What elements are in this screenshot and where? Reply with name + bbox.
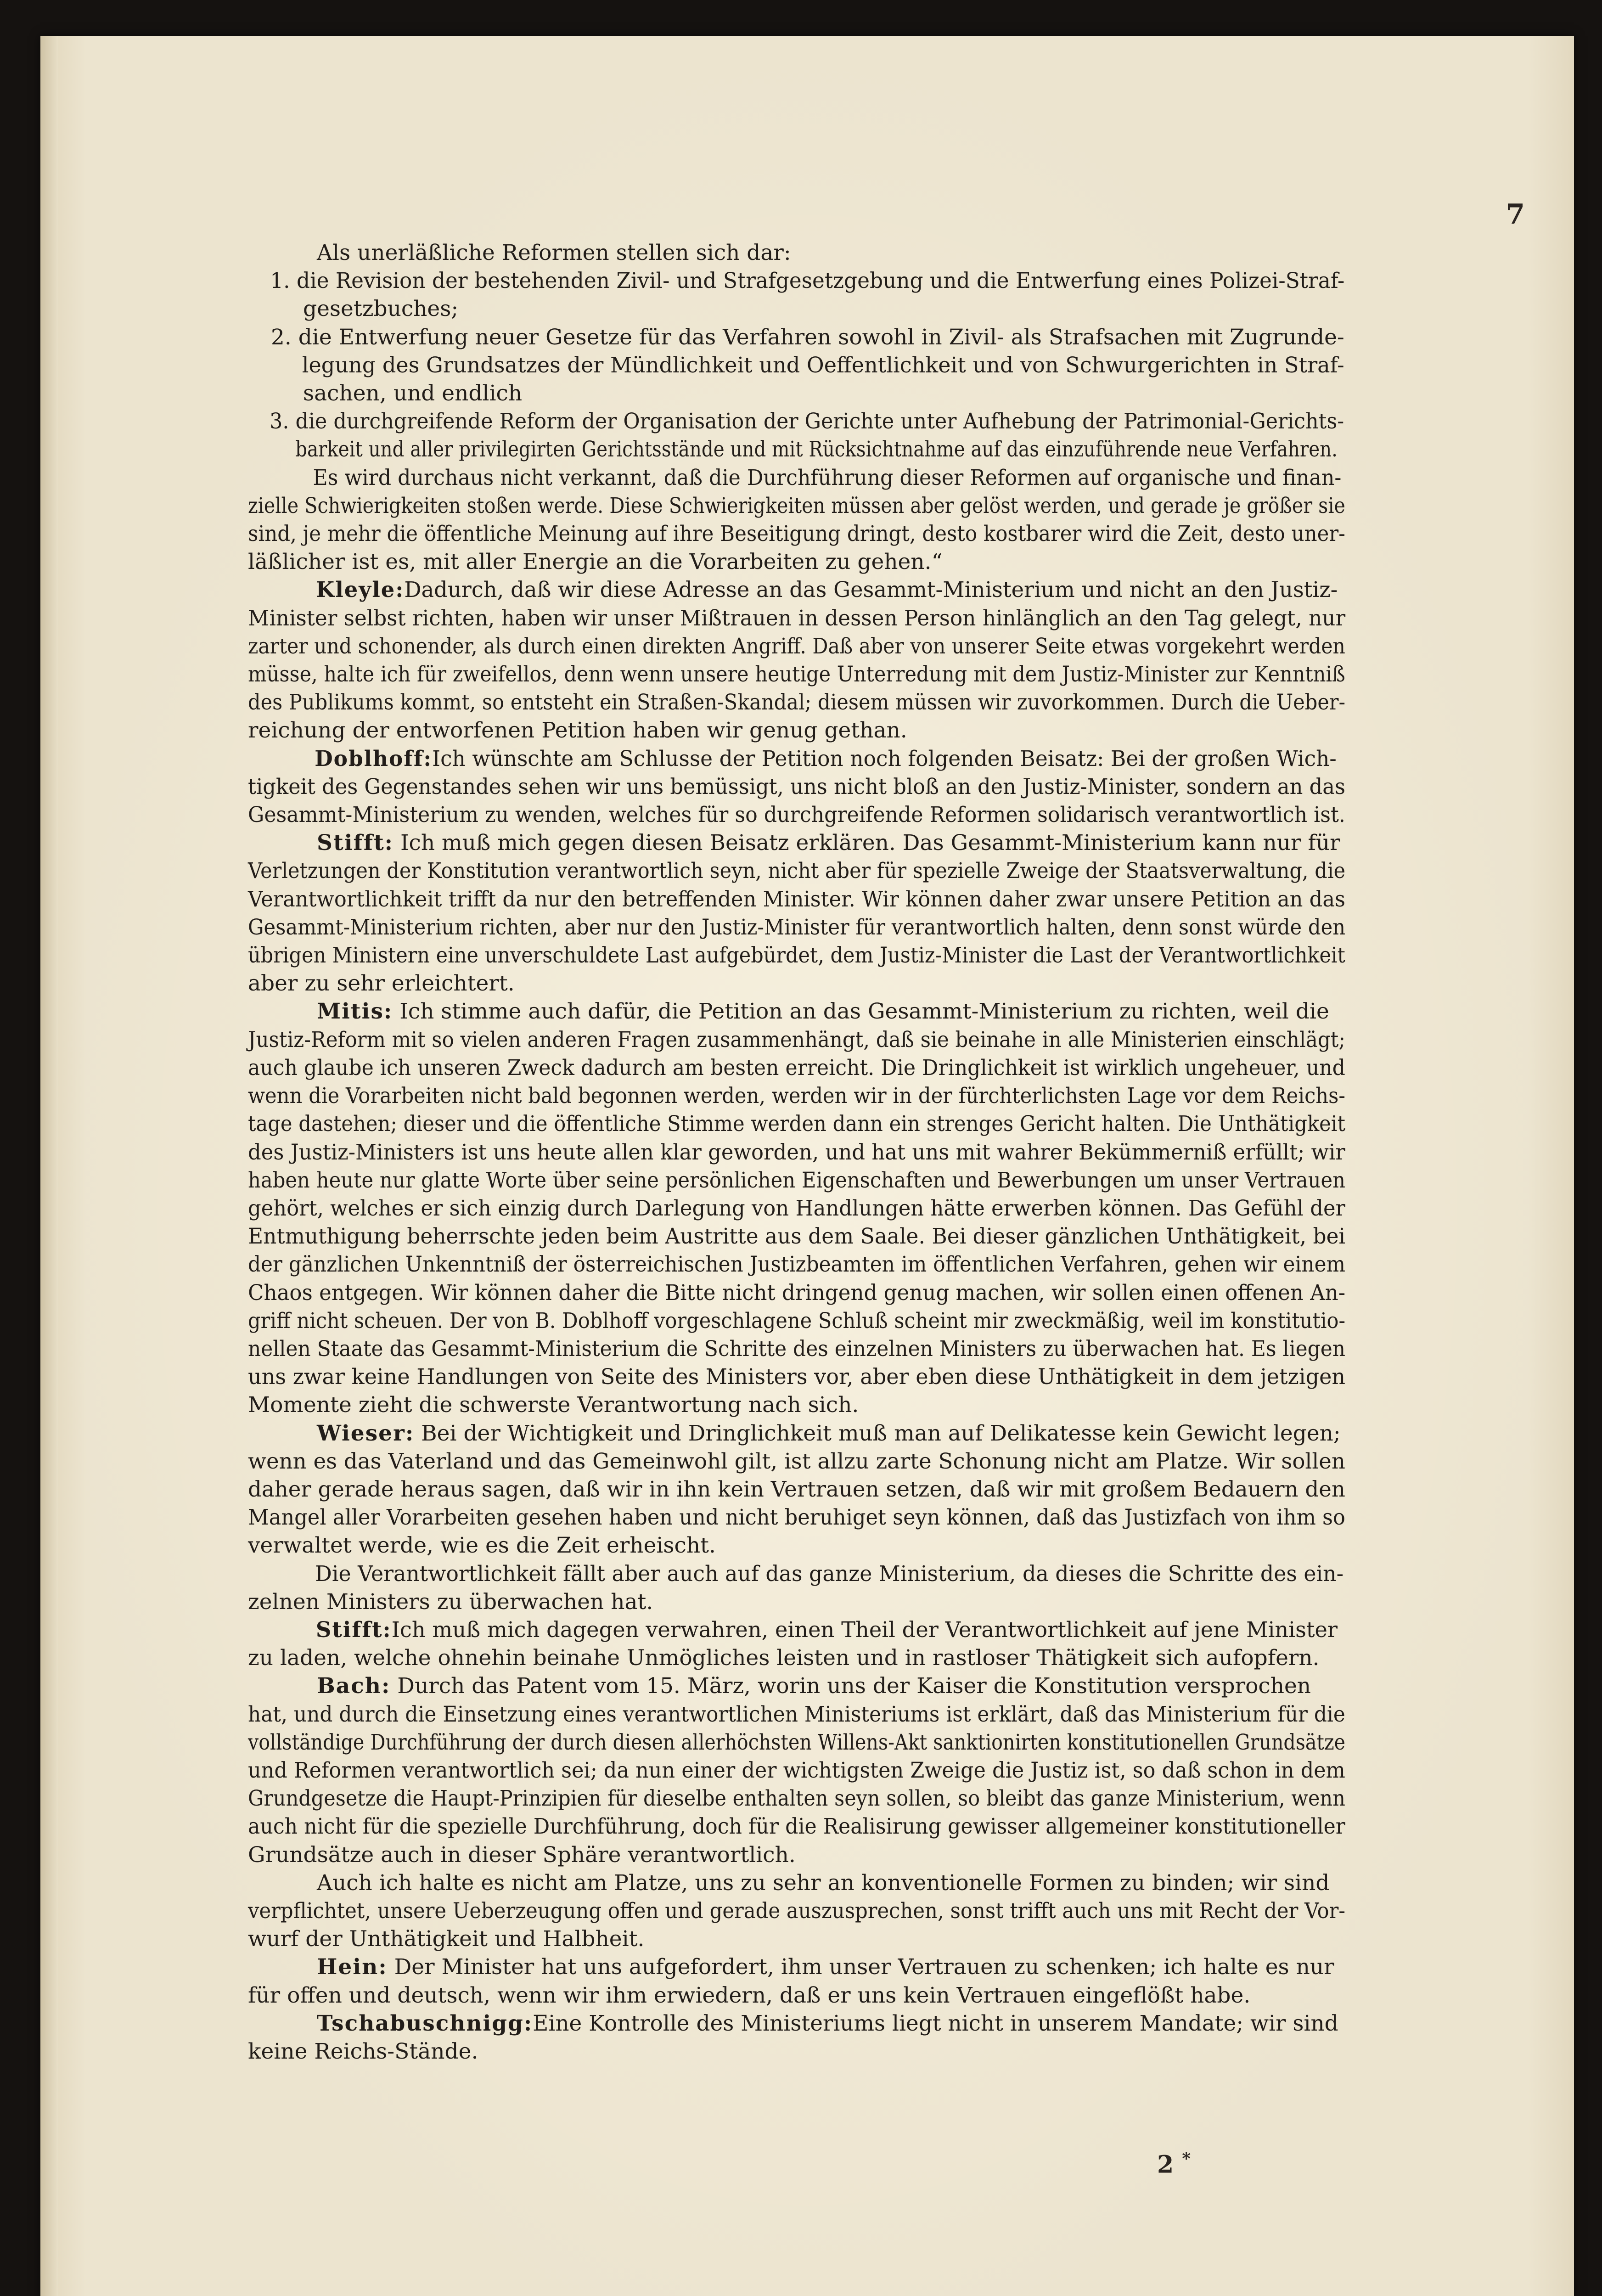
speaker-name: Tschabuschnigg: <box>316 2010 533 2036</box>
text-line <box>248 492 1345 520</box>
page-number: 7 <box>1506 198 1525 231</box>
line-text: Es wird durchaus nicht verkannt, daß die Durchführung dieser Reformen auf organische und finan- <box>313 465 1342 490</box>
line-text: 3. die durchgreifende Reform der Organisation der Gerichte unter Aufhebung der Patrimonial-Gerichts- <box>270 409 1344 434</box>
line-text: 2. die Entwerfung neuer Gesetze für das Verfahren sowohl in Zivil- als Strafsachen mit Zugrunde- <box>271 324 1344 350</box>
line-text: läßlicher ist es, mit aller Energie an die Vorarbeiten zu gehen.“ <box>248 549 943 575</box>
text-line <box>248 1082 1345 1110</box>
text-line <box>248 1897 1345 1925</box>
line-text: Gesammt-Ministerium zu wenden, welches für so durchgreifende Reformen solidarisch verantwortlich ist. <box>248 802 1345 828</box>
text-line <box>248 1869 1345 1897</box>
speaker-name: Stifft: <box>315 1617 392 1643</box>
speaker-name: Mitis: <box>317 999 393 1024</box>
text-line <box>248 716 1345 744</box>
text-line <box>248 2037 1345 2065</box>
line-text: zu laden, welche ohnehin beinahe Unmögliches leisten und in rastloser Thätigkeit sich aufopfern. <box>248 1645 1320 1671</box>
line-text: Minister selbst richten, haben wir unser Mißtrauen in dessen Person hinlänglich an den Tag gelegt, nur <box>248 605 1346 631</box>
line-text: aber zu sehr erleichtert. <box>248 971 515 996</box>
signature-star: * <box>1182 2149 1191 2168</box>
line-text: keine Reichs-Stände. <box>248 2039 478 2064</box>
line-text: gesetzbuches; <box>303 296 459 322</box>
text-line <box>248 1250 1346 1278</box>
text-line <box>248 1981 1345 2009</box>
text-line <box>248 1222 1346 1250</box>
text-line <box>248 1672 1345 1700</box>
line-text: des Justiz-Ministers ist uns heute allen klar geworden, und hat uns mit wahrer Bekümmerniß erfüllt; wir <box>248 1139 1345 1165</box>
line-text: der gänzlichen Unkenntniß der österreichischen Justizbeamten im öffentlichen Verfahren, gehen wir einem <box>248 1252 1346 1277</box>
text-line <box>248 1110 1346 1138</box>
line-text: Verletzungen der Konstitution verantwortlich seyn, nicht aber für spezielle Zweige der Staatsverwaltung, die <box>248 858 1346 884</box>
line-text: Als unerläßliche Reformen stellen sich dar: <box>317 240 791 265</box>
line-text: Der Minister hat uns aufgefordert, ihm unser Vertrauen zu schenken; ich halte es nur <box>387 1954 1334 1980</box>
line-text: wenn es das Vaterland und das Gemeinwohl gilt, ist allzu zarte Schonung nicht am Platze. Wir sollen <box>248 1448 1345 1474</box>
text-line <box>248 997 1345 1025</box>
text-line <box>248 1194 1345 1222</box>
signature-number: 2 <box>1157 2150 1174 2179</box>
text-line <box>248 941 1345 969</box>
text-line <box>248 1447 1345 1475</box>
text-line <box>248 857 1346 885</box>
speaker-name: Doblhoff: <box>315 746 433 771</box>
line-text: tage dastehen; dieser und die öffentliche Stimme werden dann ein strenges Gericht halten. Die Unthätigkeit <box>248 1111 1346 1137</box>
line-text: Ich muß mich gegen diesen Beisatz erklären. Das Gesammt-Ministerium kann nur für <box>393 830 1340 856</box>
text-line <box>248 1307 1346 1335</box>
speaker-name: Kleyle: <box>315 577 405 603</box>
line-text: tigkeit des Gegenstandes sehen wir uns bemüssigt, uns nicht bloß an den Justiz-Minister, sondern an das <box>248 774 1345 799</box>
line-text: Momente zieht die schwerste Verantwortung nach sich. <box>248 1392 859 1418</box>
text-line <box>248 1026 1345 1054</box>
text-line <box>248 464 1342 492</box>
text-line <box>248 745 1337 773</box>
text-line <box>248 1841 1345 1869</box>
text-line <box>248 773 1345 801</box>
text-line <box>248 1279 1346 1307</box>
line-text: zielle Schwierigkeiten stoßen werde. Diese Schwierigkeiten müssen aber gelöst werden, und gerade je größer sie <box>248 493 1345 518</box>
text-line <box>248 1138 1345 1166</box>
line-text: daher gerade heraus sagen, daß wir in ihn kein Vertrauen setzen, daß wir mit großem Bedauern den <box>248 1476 1345 1502</box>
line-text: Bei der Wichtigkeit und Dringlichkeit muß man auf Delikatesse kein Gewicht legen; <box>414 1420 1341 1446</box>
text-line <box>248 435 1338 463</box>
line-text: des Publikums kommt, so entsteht ein Straßen-Skandal; diesem müssen wir zuvorkommen. Durch die Ueber- <box>248 690 1346 715</box>
line-text: Gesammt-Ministerium richten, aber nur den Justiz-Minister für verantwortlich halten, denn sonst würde den <box>248 914 1346 940</box>
page-fold-shadow <box>40 36 58 2296</box>
text-line <box>248 323 1345 351</box>
signature-mark <box>1157 2149 1191 2178</box>
text-line <box>248 548 1345 576</box>
text-line <box>248 2009 1343 2037</box>
text-line <box>248 379 1345 407</box>
text-line <box>248 1812 1345 1840</box>
speaker-name: Stifft: <box>317 830 394 856</box>
text-line <box>248 1784 1345 1812</box>
text-line <box>248 632 1345 660</box>
line-text: legung des Grundsatzes der Mündlichkeit und Oeffentlichkeit und von Schwurgerichten in Straf- <box>302 352 1344 378</box>
line-text: Justiz-Reform mit so vielen anderen Fragen zusammenhängt, daß sie beinahe in alle Ministerien einschlägt; <box>248 1027 1345 1052</box>
speaker-name: Wieser: <box>317 1420 415 1446</box>
text-line <box>248 969 1345 997</box>
line-text: 1. die Revision der bestehenden Zivil- und Strafgesetzgebung und die Entwerfung eines Polizei-Straf- <box>270 268 1345 294</box>
line-text: griff nicht scheuen. Der von B. Doblhoff vorgeschlagene Schluß scheint mir zweckmäßig, weil im konstitutio- <box>248 1308 1346 1334</box>
text-line <box>248 801 1345 829</box>
line-text: übrigen Ministern eine unverschuldete Last aufgebürdet, dem Justiz-Minister die Last der Verantwortlichkeit <box>248 943 1345 968</box>
text-line <box>248 520 1345 548</box>
line-text: Ich wünschte am Schlusse der Petition noch folgenden Beisatz: Bei der großen Wich- <box>432 746 1337 771</box>
line-text: Die Verantwortlichkeit fällt aber auch auf das ganze Ministerium, da dieses die Schritte des ein- <box>315 1561 1344 1587</box>
line-text: verwaltet werde, wie es die Zeit erheischt. <box>248 1533 716 1559</box>
line-text: Chaos entgegen. Wir können daher die Bitte nicht dringend genug machen, wir sollen einen offenen An- <box>248 1280 1346 1306</box>
text-line <box>248 829 1345 857</box>
line-text: Entmuthigung beherrschte jeden beim Austritte aus dem Saale. Bei dieser gänzlichen Unthätigkeit, bei <box>248 1224 1346 1249</box>
text-line <box>248 1391 1345 1419</box>
line-text: Auch ich halte es nicht am Platze, uns zu sehr an konventionelle Formen zu binden; wir sind <box>317 1870 1330 1896</box>
text-line <box>248 239 1345 267</box>
line-text: zarter und schonender, als durch einen direkten Angriff. Daß aber von unserer Seite etwas vorgekehrt werden <box>248 633 1345 659</box>
line-text: auch glaube ich unseren Zweck dadurch am besten erreicht. Die Dringlichkeit ist wirklich ungeheuer, und <box>248 1055 1345 1080</box>
line-text: Dadurch, daß wir diese Adresse an das Gesammt-Ministerium und nicht an den Justiz- <box>404 577 1338 603</box>
line-text: gehört, welches er sich einzig durch Darlegung von Handlungen hätte erwerben können. Das Gefühl der <box>248 1195 1345 1221</box>
text-line <box>248 267 1345 295</box>
line-text: verpflichtet, unsere Ueberzeugung offen und gerade auszusprechen, sonst trifft auch uns mit Recht der Vor- <box>248 1898 1345 1924</box>
text-line <box>248 1728 1346 1756</box>
text-line <box>248 1925 1345 1953</box>
text-line <box>248 1335 1346 1363</box>
text-line <box>248 1531 1345 1559</box>
text-line <box>248 1166 1345 1194</box>
text-line <box>248 1953 1345 1981</box>
text-line <box>248 913 1346 941</box>
text-line <box>248 351 1344 379</box>
line-text: Grundgesetze die Haupt-Prinzipien für dieselbe enthalten seyn sollen, so bleibt das ganze Ministerium, wenn <box>248 1786 1345 1812</box>
text-line <box>248 1419 1345 1447</box>
text-line <box>248 885 1345 913</box>
line-text: wenn die Vorarbeiten nicht bald begonnen werden, werden wir in der fürchterlichsten Lage vor dem Reichs- <box>248 1083 1345 1109</box>
line-text: Durch das Patent vom 15. März, worin uns der Kaiser die Konstitution versprochen <box>390 1673 1311 1699</box>
text-line <box>248 1644 1345 1672</box>
text-line <box>248 1588 1345 1616</box>
line-text: reichung der entworfenen Petition haben wir genug gethan. <box>248 718 907 743</box>
line-text: und Reformen verantwortlich sei; da nun einer der wichtigsten Zweige die Justiz ist, so daß schon in dem <box>248 1757 1345 1783</box>
text-line <box>248 1363 1346 1391</box>
text-line <box>248 1616 1338 1644</box>
text-line <box>248 1475 1345 1503</box>
line-text: Ich muß mich dagegen verwahren, einen Theil der Verantwortlichkeit auf jene Minister <box>391 1617 1338 1643</box>
text-line <box>248 407 1344 435</box>
text-line <box>248 660 1345 688</box>
line-text: auch nicht für die spezielle Durchführung, doch für die Realisirung gewisser allgemeiner konstitutioneller <box>248 1814 1345 1840</box>
line-text: vollständige Durchführung der durch diesen allerhöchsten Willens-Akt sanktionirten konstitutionellen Grundsätze <box>248 1729 1346 1755</box>
text-line <box>248 295 1345 323</box>
line-text: zelnen Ministers zu überwachen hat. <box>248 1589 653 1615</box>
text-line <box>248 1700 1345 1728</box>
line-text: uns zwar keine Handlungen von Seite des Ministers vor, aber eben diese Unthätigkeit in dem jetzigen <box>248 1364 1346 1390</box>
line-text: sind, je mehr die öffentliche Meinung auf ihre Beseitigung dringt, desto kostbarer wird die Zeit, desto uner- <box>248 521 1345 547</box>
speaker-name: Hein: <box>317 1954 388 1980</box>
line-text: müsse, halte ich für zweifellos, denn wenn unsere heutige Unterredung mit dem Justiz-Minister zur Kenntniß <box>248 662 1345 687</box>
line-text: Ich stimme auch dafür, die Petition an das Gesammt-Ministerium zu richten, weil die <box>393 999 1329 1024</box>
line-text: Mangel aller Vorarbeiten gesehen haben und nicht beruhiget seyn können, daß das Justizfach von ihm so <box>248 1505 1345 1531</box>
speaker-name: Bach: <box>317 1673 391 1699</box>
line-text: haben heute nur glatte Worte über seine persönlichen Eigenschaften und Bewerbungen um unser Vertrauen <box>248 1167 1345 1193</box>
line-text: für offen und deutsch, wenn wir ihm erwiedern, daß er uns kein Vertrauen eingeflößt habe. <box>248 1982 1251 2008</box>
text-line <box>248 1560 1344 1588</box>
text-line <box>248 576 1338 604</box>
line-text: Verantwortlichkeit trifft da nur den betreffenden Minister. Wir können daher zwar unsere Petition an das <box>248 886 1345 912</box>
line-text: hat, und durch die Einsetzung eines verantwortlichen Ministeriums ist erklärt, daß das Ministerium für die <box>248 1701 1345 1727</box>
text-line <box>248 1503 1345 1531</box>
document-body <box>248 239 1345 2065</box>
line-text: sachen, und endlich <box>303 381 523 406</box>
line-text: Eine Kontrolle des Ministeriums liegt nicht in unserem Mandate; wir sind <box>533 2010 1338 2036</box>
text-line <box>248 1756 1345 1784</box>
line-text: barkeit und aller privilegirten Gerichtsstände und mit Rücksichtnahme auf das einzuführende neue Verfahren. <box>295 437 1338 462</box>
text-line <box>248 604 1346 632</box>
text-line <box>248 1054 1345 1082</box>
line-text: nellen Staate das Gesammt-Ministerium die Schritte des einzelnen Ministers zu überwachen hat. Es liegen <box>248 1336 1346 1362</box>
text-line <box>248 688 1346 716</box>
line-text: Grundsätze auch in dieser Sphäre verantwortlich. <box>248 1842 796 1868</box>
line-text: wurf der Unthätigkeit und Halbheit. <box>248 1926 645 1952</box>
